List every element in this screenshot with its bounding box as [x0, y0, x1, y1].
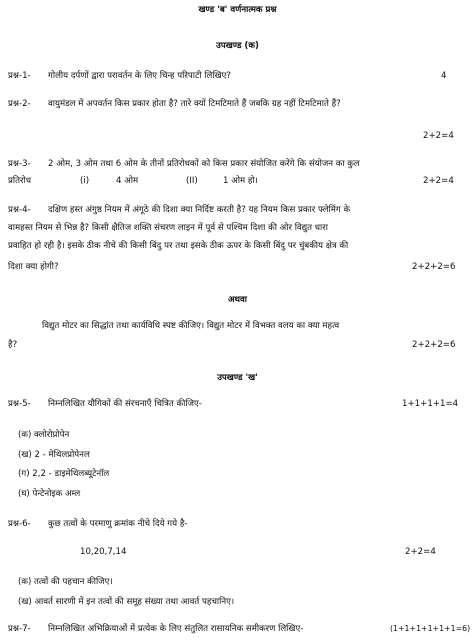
question-7-marks: (1+1+1+1+1+1=6) [390, 624, 471, 633]
question-6-label: प्रश्न-6- [8, 519, 31, 529]
question-4-line-1: दक्षिण हस्त अंगुष्ठ नियम में अंगूठे की दिशा क्या निर्दिष्ट करती है? यह नियम किस प्रकार फ्लेमिंग के [48, 205, 351, 215]
subsection-kha-heading: उपखण्ड 'ख' [217, 373, 258, 383]
question-3-marks: 2+2=4 [423, 176, 454, 186]
question-6-text: कुछ तत्वों के परमाणु क्रमांक नीचे दिये गये है- [48, 519, 188, 529]
question-3-option-ii: (II) [186, 176, 198, 186]
question-5-item: (ख) 2 - मेथिलप्रोपेनल [18, 450, 90, 460]
question-3-label: प्रश्न-3- [8, 159, 31, 169]
question-7-label: प्रश्न-7- [8, 624, 31, 634]
question-3-option-i-text: 4 ओम [116, 176, 139, 186]
question-2-label: प्रश्न-2- [8, 99, 31, 109]
subsection-ka-heading: उपखण्ड (क) [216, 41, 259, 51]
question-5-label: प्रश्न-5- [8, 399, 31, 409]
question-2-marks: 2+2=4 [423, 131, 454, 141]
question-5-item: (ग) 2,2 - डाइमेथिलब्यूटेनॉल [18, 469, 110, 479]
question-3-option-ii-text: 1 ओम हो। [223, 176, 258, 186]
alternative-line-1: विद्युत मोटर का सिद्धांत तथा कार्यविधि स्पष्ट कीजिए। विद्युत मोटर में विभक्त वलय का क्या महत्व [42, 321, 340, 331]
question-3-line-1: 2 ओम, 3 ओम तथा 6 ओम के तीनों प्रतिरोधकों को किस प्रकार संयोजित करेंगे कि संयोजन का कुल [48, 159, 360, 169]
question-6-item: (ख) आवर्त सारणी में इन तत्वों की समूह संख्या तथा आवर्त पहचानिए। [18, 597, 235, 607]
question-4-marks: 2+2+2=6 [412, 262, 456, 272]
alternative-line-2: है? [8, 340, 18, 350]
question-5-text: निम्नलिखित यौगिकों की संरचनाएँ चित्रित कीजिए- [48, 399, 202, 409]
question-4-label: प्रश्न-4- [8, 205, 31, 215]
question-5-marks: 1+1+1+1=4 [402, 399, 459, 409]
question-3-word: प्रतिरोध [8, 176, 32, 186]
question-6-item: (क) तत्वों की पहचान कीजिए। [18, 577, 113, 587]
question-3-option-i: (i) [80, 176, 90, 186]
question-6-marks: 2+2=4 [405, 547, 436, 557]
question-4-line-2: वामहस्त नियम से भिन्न है? किसी क्षैतिज शक्ति संचरण लाइन में पूर्व से पश्चिम दिशा की ओर विद्युत धारा [8, 223, 328, 233]
question-1-text: गोलीय दर्पणों द्वारा परावर्तन के लिए चिन्ह परिपाटी लिखिए? [48, 71, 231, 81]
question-5-item: (क) क्लोरोप्रोपेन [18, 430, 70, 440]
alternative-marks: 2+2+2=6 [412, 340, 456, 350]
question-1-marks: 4 [441, 71, 447, 81]
question-5-item: (घ) पेन्टेनोइक अम्ल [18, 489, 81, 499]
question-4-line-4: दिशा क्या होगी? [8, 262, 59, 272]
question-4-line-3: प्रवाहित हो रही है। इसके ठीक नीचे की किसी बिंदु पर तथा इसके ठीक ऊपर के किसी बिंदु पर चुंबकीय क्षेत्र की [8, 241, 349, 251]
question-7-text: निम्नलिखित अभिक्रियाओं में प्रत्येक के लिए संतुलित रासायनिक समीकरण लिखिए- [48, 624, 304, 634]
question-2-text: वायुमंडल में अपवर्तन किस प्रकार होता है? तारे क्यों टिमटिमाते हैं जबकि ग्रह नहीं टिमटिमाते हैं? [48, 99, 341, 109]
or-label: अथवा [227, 295, 248, 305]
question-6-numbers: 10,20,7,14 [80, 547, 127, 557]
question-1-label: प्रश्न-1- [8, 71, 31, 81]
section-title: खण्ड 'ब' वर्णनात्मक प्रश्न [198, 5, 277, 15]
